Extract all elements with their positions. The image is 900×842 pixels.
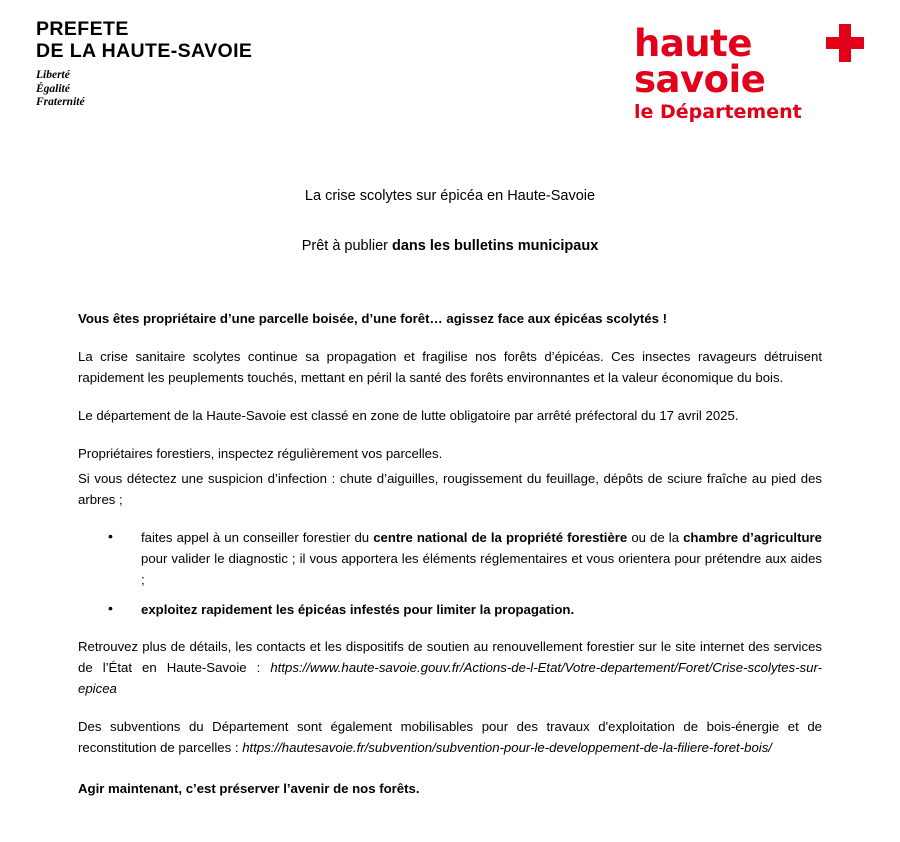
action-list xyxy=(78,527,822,620)
document-body xyxy=(0,308,900,799)
state-emblem-line1: PREFETE xyxy=(36,18,129,40)
paragraph-inspect-advice: Propriétaires forestiers, inspectez régulièrement vos parcelles. xyxy=(78,446,443,461)
document-header xyxy=(0,0,900,150)
bullet1-org-chambre: chambre d’agriculture xyxy=(683,530,822,545)
state-emblem xyxy=(36,18,366,110)
subsidies-link[interactable]: https://hautesavoie.fr/subvention/subvention-pour-le-developpement-de-la-filiere-foret-bois/ xyxy=(242,740,772,755)
bullet1-text-part2: ou de la xyxy=(627,530,684,545)
motto-egalite: Égalité xyxy=(36,82,70,95)
list-item xyxy=(78,527,822,590)
paragraph-crisis-description: La crise sanitaire scolytes continue sa propagation et fragilise nos forêts d’épicéas. Ces insectes ravageurs détruisent rapidement les peuplements touchés, mettant en péril la santé des forêts environnantes et la valeur économique du bois. xyxy=(78,349,822,385)
body-heading: Vous êtes propriétaire d’une parcelle boisée, d’une forêt… agissez face aux épicéas scolytés ! xyxy=(78,311,668,326)
document-subtitle xyxy=(0,236,900,256)
subtitle-prefix: Prêt à publier xyxy=(301,238,392,254)
paragraph-state-website xyxy=(78,636,822,699)
swiss-cross-icon xyxy=(826,24,864,62)
state-website-link[interactable]: https://www.haute-savoie.gouv.fr/Actions-de-l-Etat/Votre-departement/Foret/Crise-scolytes-sur-epicea xyxy=(78,660,822,696)
republic-motto xyxy=(36,69,366,110)
bullet1-org-cnpf: centre national de la propriété forestière xyxy=(373,530,628,545)
subsidies-text: Des subventions du Département sont également mobilisables pour des travaux d'exploitation de bois-énergie et de reconstitution de parcelles : xyxy=(78,719,822,755)
motto-fraternite: Fraternité xyxy=(36,96,85,108)
paragraph-legal-zone: Le département de la Haute-Savoie est classé en zone de lutte obligatoire par arrêté préfectoral du 17 avril 2025. xyxy=(78,408,739,423)
subtitle-emphasis: dans les bulletins municipaux xyxy=(392,238,599,254)
closing-statement: Agir maintenant, c’est préserver l’avenir de nos forêts. xyxy=(78,781,420,796)
paragraph-department-subsidies xyxy=(78,716,822,758)
logo-word-savoie: savoie xyxy=(634,58,766,101)
state-website-text: Retrouvez plus de détails, les contacts et les dispositifs de soutien au renouvellement forestier sur le site internet des services de l’État en Haute-Savoie : xyxy=(78,639,822,675)
state-emblem-line2: DE LA HAUTE-SAVOIE xyxy=(36,40,253,62)
motto-liberte: Liberté xyxy=(36,69,70,81)
document-titles xyxy=(0,186,900,256)
department-logo xyxy=(634,22,864,124)
paragraph-symptoms: Si vous détectez une suspicion d’infection : chute d’aiguilles, rougissement du feuillage, dépôts de sciure fraîche au pied des arbres ; xyxy=(78,471,822,507)
logo-word-haute: haute xyxy=(634,22,752,65)
logo-subtitle: le Département xyxy=(634,101,802,123)
document-title: La crise scolytes sur épicéa en Haute-Savoie xyxy=(304,188,596,204)
bullet1-text-part1: faites appel à un conseiller forestier du xyxy=(141,530,374,545)
bullet1-text-part3: pour valider le diagnostic ; il vous apportera les éléments réglementaires et vous orientera pour prétendre aux aides ; xyxy=(141,551,822,587)
bullet2-text: exploitez rapidement les épicéas infestés pour limiter la propagation. xyxy=(141,602,575,617)
list-item xyxy=(78,599,822,620)
